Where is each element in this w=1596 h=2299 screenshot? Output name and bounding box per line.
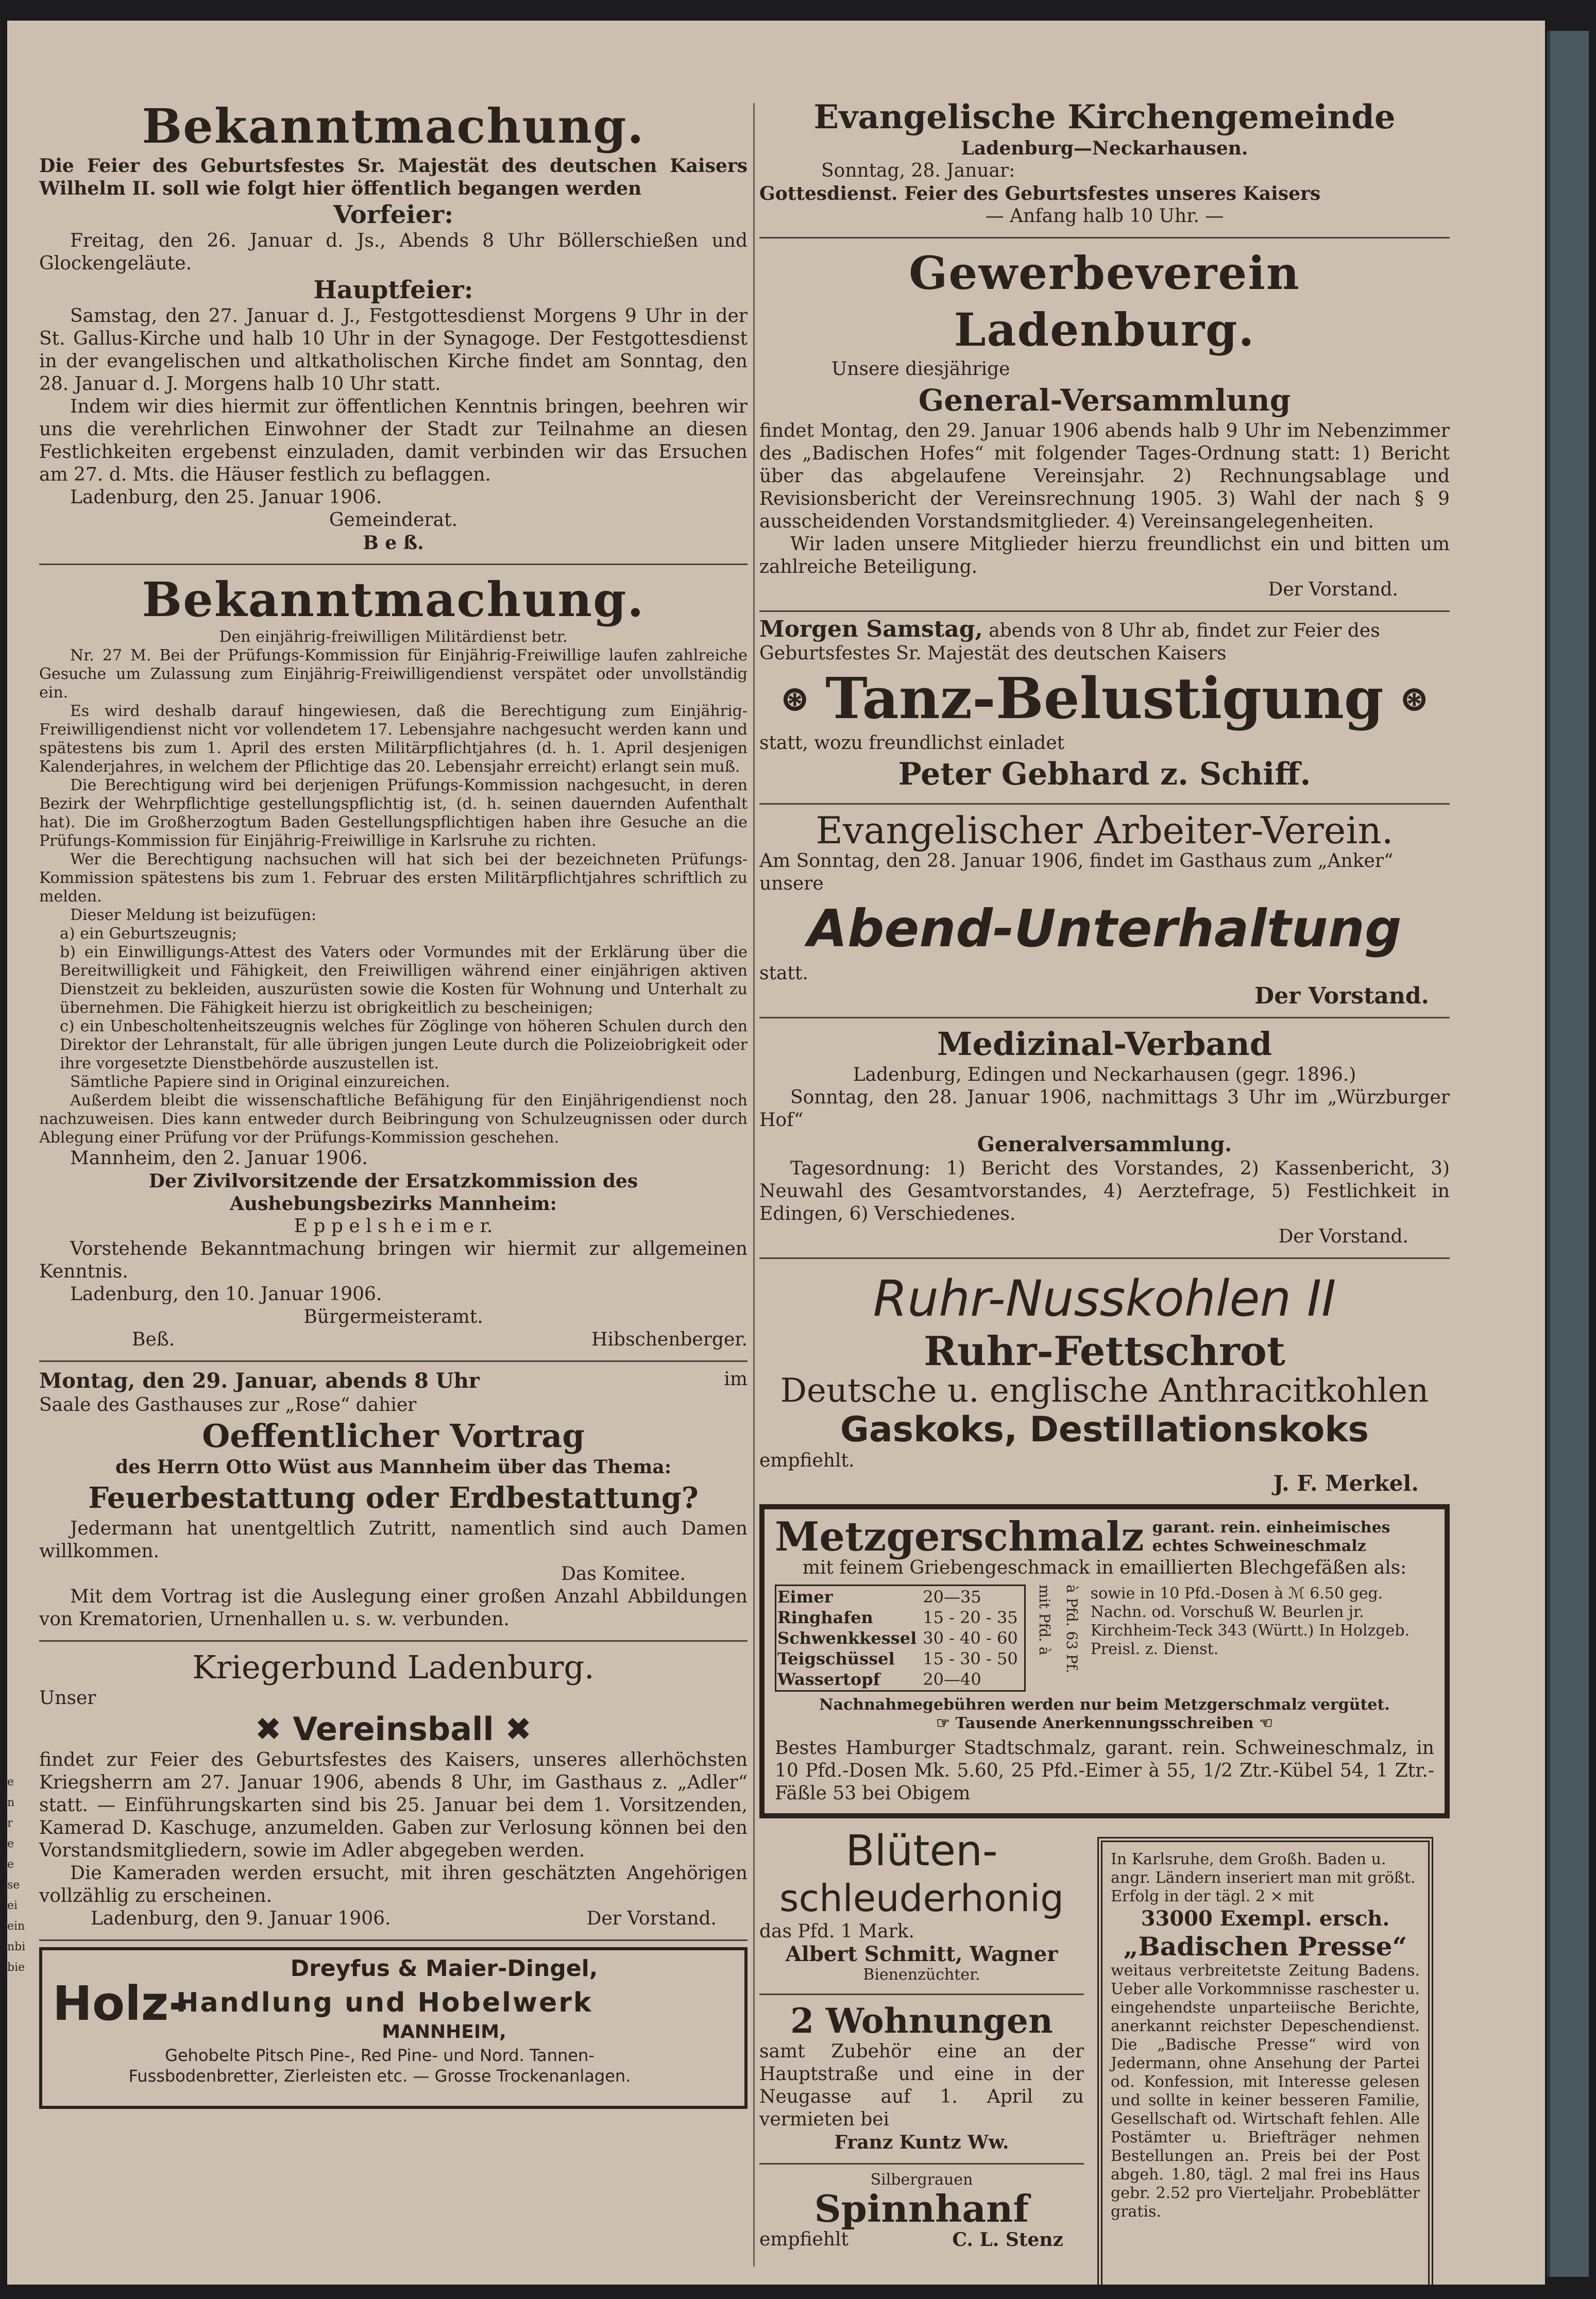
hemp-sign: C. L. Stenz — [952, 2229, 1063, 2251]
metzger-hamburg: Bestes Hamburger Stadtschmalz, garant. rein. Schweineschmalz, in 10 Pfd.-Dosen Mk. 5.60, 25 Pfd.-Eimer à 55, 1/2 Ztr.-Kübel 54, 1 Ztr.-Fäßle 53 bei Obigem — [775, 1738, 1434, 1804]
church-line: Gottesdienst. Feier des Geburtsfestes unseres Kaisers — [759, 183, 1321, 205]
hemp-top: Silbergrauen — [870, 2171, 973, 2189]
signer-left: Beß. — [132, 1329, 175, 1350]
holz-line2: Fussbodenbretter, Zierleisten etc. — Grosse Trockenanlagen. — [128, 2066, 631, 2086]
presse-ad — [1097, 1837, 1433, 2285]
signer-right: Hibschenberger. — [591, 1329, 748, 1350]
military-authority: Der Zivilvorsitzende der Ersatzkommission des — [148, 1170, 638, 1192]
coal-line3: Deutsche u. englische Anthracitkohlen — [780, 1372, 1429, 1410]
coal-line2: Ruhr-Fettschrot — [924, 1328, 1285, 1375]
military-p5: Sämtliche Papiere sind in Original einzureichen. — [70, 1073, 450, 1091]
coal-sign: J. F. Merkel. — [1273, 1471, 1419, 1496]
ball-title: Vereinsball — [293, 1710, 494, 1748]
hauptfeier-text: Samstag, den 27. Januar d. J., Festgottesdienst Morgens 9 Uhr in der St. Gallus-Kirche und halb 10 Uhr in der Synagoge. Der Festgottesdienst in der evangelischen und altkatholischen Kirche findet am Sonntag, den 28. Januar d. J. Morgens halb 10 Uhr statt. — [39, 305, 748, 395]
medizinal-ad — [759, 1025, 1450, 1248]
gewerbeverein-gv: General-Versammlung — [918, 383, 1291, 418]
military-list-item: b) ein Einwilligungs-Attest des Vaters oder Vormundes mit der Erklärung über die Bereitwilligkeit und Fähigkeit, den Freiwilligen während einer einjährigen aktiven Dienstzeit zu bekleiden, auszurüsten sowie die Kosten für Wohnung und Unterhalt zu übernehmen. Die Fähigkeit hierzu ist obrigkeitlich zu bescheinigen; — [60, 943, 748, 1017]
divider — [759, 237, 1450, 239]
dance-ad — [759, 618, 1450, 794]
arbeiterverein-title2: Abend-Unterhaltung — [807, 898, 1402, 959]
honey-ad — [759, 1827, 1084, 1984]
holz-ad — [39, 1947, 748, 2109]
metzgerschmalz-ad — [759, 1504, 1450, 1818]
lecture-speaker: des Herrn Otto Wüst aus Mannheim über das Thema: — [115, 1456, 671, 1478]
holz-trade: Handlung und Hobelwerk — [176, 1987, 593, 2018]
military-list-item: c) ein Unbescholtenheitszeugnis welches für Zöglinge von höheren Schulen durch den Direktor der Lehranstalt, für alle übrigen jungen Leute durch die Polizeiobrigkeit oder ihre vorgesetzte Dienstbehörde auszustellen ist. — [60, 1017, 748, 1072]
military-p4: Wer die Berechtigung nachsuchen will hat sich bei der bezeichneten Prüfungs-Kommission spätestens bis zum 1. Februar des ersten Militärpflichtjahres schriftlich zu melden. — [39, 850, 748, 906]
table-row: Teigschüssel 15 - 30 - 50 — [777, 1649, 1018, 1668]
honey-title2: schleuderhonig — [779, 1877, 1064, 1920]
military-p7: Vorstehende Bekanntmachung bringen wir hiermit zur allgemeinen Kenntnis. — [39, 1238, 748, 1282]
military-office: Bürgermeisteramt. — [303, 1306, 483, 1327]
holz-city: MANNHEIM, — [382, 2021, 506, 2042]
kriegerbund-footer — [39, 1908, 748, 1930]
announcement-kaiser-birthday — [39, 98, 748, 554]
metzger-nach: Nachnahmegebühren werden nur beim Metzgerschmalz vergütet. — [819, 1696, 1390, 1714]
metzger-title: Metzgerschmalz — [775, 1513, 1144, 1560]
kriegerbund-unser: Unser — [39, 1688, 96, 1709]
dance-title: Tanz-Belustigung — [825, 665, 1384, 731]
divider — [39, 1640, 748, 1642]
holz-big: Holz- — [53, 1976, 189, 2031]
military-p2: Es wird deshalb darauf hingewiesen, daß die Berechtigung zum Einjährig-Freiwilligendienst nicht vor vollendetem 17. Lebensjahre nachgesucht werden kann und spätestens bis zum 1. April des ersten Militärpflichtjahres (d. h. 1. April desjenigen Kalenderjahres, in welchem der Pflichtige das 20. Lebensjahr erreicht) erlangt sein muß. — [39, 702, 748, 776]
military-date2: Ladenburg, den 10. Januar 1906. — [70, 1284, 382, 1305]
hemp-title: Spinnhanf — [814, 2187, 1029, 2230]
honey-price: das Pfd. 1 Mark. — [759, 1921, 915, 1942]
military-date: Mannheim, den 2. Januar 1906. — [70, 1148, 368, 1169]
kriegerbund-ad — [39, 1648, 748, 1930]
apartments-body: samt Zubehör eine an der Hauptstraße und eine in der Neugasse auf 1. April zu vermieten bei — [759, 2041, 1084, 2130]
apartments-title: 2 Wohnungen — [790, 2001, 1053, 2041]
military-p1: Nr. 27 M. Bei der Prüfungs-Kommission für Einjährig-Freiwillige laufen zahlreiche Gesuche um Zulassung zum Einjährig-Freiwilligendienst verspätet oder unvollständig ein. — [39, 646, 748, 702]
announcement-date: Ladenburg, den 25. Januar 1906. — [70, 487, 382, 508]
metzger-table — [775, 1585, 1026, 1692]
church-ad — [759, 98, 1450, 228]
honey-name: Albert Schmitt, Wagner — [785, 1942, 1058, 1966]
right-column — [759, 98, 1450, 2285]
divider — [759, 1017, 1450, 1018]
announcement-intro: Die Feier des Geburtsfestes Sr. Majestät des deutschen Kaisers Wilhelm II. soll wie folgt hier öffentlich begangen werden — [39, 155, 748, 199]
church-sub: Ladenburg—Neckarhausen. — [961, 138, 1248, 159]
metzger-mid-label: mit Pfd. à — [1035, 1585, 1053, 1656]
presse-body: weitaus verbreitetste Zeitung Badens. Ueber alle Vorkommnisse raschester u. eingehendste unparteiische Berichte, anerkannt reichster Depeschendienst. Die „Badische Presse“ wird von Jedermann, ohne Ansehung der Partei od. Konfession, mit Interesse gelesen und sollte in keiner besseren Familie, Gesellschaft od. Wirtschaft fehlen. Alle Postämter u. Briefträger nehmen Bestellungen an. Preis bei der Post abgeh. 1.80, tägl. 2 mal frei ins Haus gebr. 2.52 pro Vierteljahr. Probeblätter gratis. — [1111, 1962, 1420, 2221]
divider — [39, 1939, 748, 1941]
table-row: Schwenkkessel 30 - 40 - 60 — [777, 1628, 1018, 1648]
lecture-title: Oeffentlicher Vortrag — [202, 1417, 585, 1455]
presse-circulation: 33000 Exempl. ersch. — [1141, 1906, 1390, 1931]
lecture-body: Jedermann hat unentgeltlich Zutritt, namentlich sind auch Damen willkommen. — [39, 1518, 748, 1562]
apartments-sign: Franz Kuntz Ww. — [834, 2132, 1009, 2153]
dance-body: statt, wozu freundlichst einladet — [759, 733, 1065, 754]
military-signer: E p p e l s h e i m e r. — [294, 1216, 493, 1237]
announcement-body: Indem wir dies hiermit zur öffentlichen Kenntnis bringen, beehren wir uns die verehrlichen Einwohner der Stadt zur Teilnahme an diesen Festlichkeiten ergebenst einzuladen, damit verbinden wir das Ersuchen am 27. d. Mts. die Häuser festlich zu beflaggen. — [39, 396, 748, 485]
newspaper-page — [7, 21, 1545, 2285]
divider — [759, 1257, 1450, 1259]
kriegerbund-body: findet zur Feier des Geburtsfestes des Kaisers, unseres allerhöchsten Kriegsherrn am 27. Januar 1906, abends 8 Uhr, im Gasthaus z. „Adler“ statt. — Einführungskarten sind bis 25. Januar bei dem 1. Vorsitzenden, Kamerad D. Kaschuge, anzumelden. Gaben zur Verlosung können bei den Vorstandsmitgliedern, sowie im Adler abgegeben werden. — [39, 1749, 748, 1861]
metzger-title-note: garant. rein. einheimisches echtes Schweineschmalz — [1152, 1519, 1390, 1555]
medizinal-title: Medizinal-Verband — [937, 1025, 1272, 1063]
dance-date: Morgen Samstag, — [759, 616, 983, 642]
announcement-subtitle: Den einjährig-freiwilligen Militärdienst betr. — [219, 628, 568, 646]
military-authority-district: Aushebungsbezirks Mannheim: — [230, 1193, 557, 1215]
arbeiterverein-line1: Am Sonntag, den 28. Januar 1906, findet im Gasthaus zum „Anker“ unsere — [759, 850, 1394, 894]
kriegerbund-title: Kriegerbund Ladenburg. — [192, 1648, 595, 1686]
honey-title1: Blüten- — [845, 1827, 998, 1876]
announcement-signature: Gemeinderat. — [329, 509, 458, 531]
announcement-title: Bekanntmachung. — [142, 98, 645, 154]
metzger-sub: mit feinem Griebengeschmack in emaillierten Blechgefäßen als: — [802, 1557, 1407, 1578]
announcement-military — [39, 571, 748, 1351]
gewerbeverein-sign: Der Vorstand. — [1268, 579, 1398, 600]
hemp-footer — [759, 2228, 1084, 2251]
lecture-ad — [39, 1368, 748, 1631]
divider — [39, 1360, 748, 1362]
announcement-signer: B e ß. — [363, 532, 424, 554]
gewerbeverein-title: Gewerbeverein Ladenburg. — [909, 246, 1300, 356]
presse-name: „Badischen Presse“ — [1123, 1931, 1407, 1962]
table-row: Eimer 20—35 — [777, 1587, 981, 1607]
coal-line4: Gaskoks, Destillationskoks — [840, 1409, 1369, 1450]
arbeiterverein-sign: Der Vorstand. — [1254, 983, 1429, 1009]
lecture-venue: Saale des Gasthauses zur „Rose“ dahier — [39, 1394, 417, 1416]
gewerbeverein-body: findet Montag, den 29. Januar 1906 abends halb 9 Uhr im Nebenzimmer des „Badischen Hofes“ mit folgender Tages-Ordnung statt: 1) Bericht über das abgelaufene Vereinsjahr. 2) Rechnungsablage und Revisionsbericht der Vereinsrechnung 1905. 3) Wahl der nach § 9 ausscheidenden Vorstandsmitglieder. 4) Vereinsangelegenheiten. — [759, 420, 1450, 532]
dance-intro-text: abends von 8 Uhr ab, findet zur Feier des Geburtsfestes Sr. Majestät des deutschen Kaisers — [759, 620, 1380, 664]
coal-line1: Ruhr-Nusskohlen II — [873, 1270, 1336, 1327]
divider — [759, 610, 1450, 612]
ornament-icon: ⊛ — [779, 677, 810, 720]
divider — [759, 803, 1450, 805]
hauptfeier-title: Hauptfeier: — [313, 276, 473, 304]
coal-empf: empfiehlt. — [759, 1450, 855, 1471]
medizinal-agenda: Tagesordnung: 1) Bericht des Vorstandes, 2) Kassenbericht, 3) Neuwahl des Gesamtvorstandes, 4) Aerztefrage, 5) Festlichkeit in Edingen, 6) Verschiedenes. — [759, 1158, 1450, 1224]
presse-line1: In Karlsruhe, dem Großh. Baden u. angr. Ländern inseriert man mit größt. Erfolg in der tägl. 2 × mit — [1111, 1850, 1416, 1905]
divider — [759, 2163, 1084, 2165]
metzger-tausend: ☞ Tausende Anerkennungsschreiben ☜ — [936, 1714, 1273, 1732]
lecture-date: Montag, den 29. Januar, abends 8 Uhr — [39, 1369, 480, 1393]
lecture-im: im — [724, 1369, 748, 1390]
dance-sign: Peter Gebhard z. Schiff. — [898, 756, 1311, 792]
bottom-right-area — [759, 1827, 1450, 2285]
medizinal-sign: Der Vorstand. — [1278, 1226, 1408, 1247]
arbeiterverein-ad — [759, 811, 1450, 1008]
coal-ad — [759, 1265, 1450, 1495]
kriegerbund-date: Ladenburg, den 9. Januar 1906. — [91, 1908, 391, 1929]
church-time: — Anfang halb 10 Uhr. — — [985, 206, 1224, 227]
hemp-ad — [759, 2171, 1084, 2251]
military-signers — [39, 1329, 748, 1351]
holz-line1: Gehobelte Pitsch Pine-, Red Pine- und Nord. Tannen- — [165, 2046, 595, 2065]
metzger-table-area — [775, 1585, 1434, 1692]
arbeiterverein-title: Evangelischer Arbeiter-Verein. — [816, 809, 1394, 852]
lecture-dateline — [39, 1368, 748, 1394]
vorfeier-title: Vorfeier: — [333, 200, 454, 229]
holz-firm: Dreyfus & Maier-Dingel, — [290, 1955, 598, 1982]
church-date: Sonntag, 28. Januar: — [821, 160, 1015, 181]
gewerbeverein-unsere: Unsere diesjährige — [831, 359, 1010, 380]
dance-intro — [759, 618, 1450, 665]
column-divider — [753, 103, 755, 2267]
military-p6: Außerdem bleibt die wissenschaftliche Befähigung für den Einjährigendienst noch nachzuweisen. Dies kann entweder durch Beibringung von Schulzeugnissen oder durch Ablegung einer Prüfung vor der Prüfungs-Kommission geschehen. — [39, 1092, 748, 1147]
hand-pointer-icon: ☞ — [936, 1714, 956, 1732]
kriegerbund-sign: Der Vorstand. — [586, 1908, 717, 1929]
honey-role: Bienenzüchter. — [863, 1966, 980, 1984]
metzger-right: sowie in 10 Pfd.-Dosen à ℳ 6.50 geg. Nachn. od. Vorschuß W. Beurlen jr. Kirchheim-Teck 343 (Württ.) In Holzgeb. Preisl. z. Dienst. — [1090, 1585, 1410, 1658]
hemp-empf: empfiehlt — [759, 2229, 848, 2250]
kriegerbund-body2: Die Kameraden werden ersucht, mit ihren geschätzten Angehörigen vollzählig zu erscheinen. — [39, 1863, 748, 1906]
book-spine — [1547, 31, 1589, 2277]
military-list-item: a) ein Geburtszeugnis; — [60, 925, 237, 943]
gewerbeverein-invite: Wir laden unsere Mitglieder hierzu freundlichst ein und bitten um zahlreiche Beteiligung. — [759, 534, 1450, 577]
medizinal-sub: Ladenburg, Edingen und Neckarhausen (gegr. 1896.) — [853, 1064, 1356, 1085]
announcement-title: Bekanntmachung. — [142, 572, 645, 627]
church-title: Evangelische Kirchengemeinde — [813, 98, 1396, 137]
metzger-header — [775, 1513, 1434, 1560]
military-list-intro: Dieser Meldung ist beizufügen: — [70, 906, 317, 924]
table-row: Wassertopf 20—40 — [777, 1670, 981, 1689]
military-p3: Die Berechtigung wird bei derjenigen Prüfungs-Kommission nachgesucht, in deren Bezirk der Wehrpflichtige gestellungspflichtig ist, (d. h. seinen dauernden Aufenthalt hat). Die im Großherzogtum Baden Gestellungspflichtigen haben ihre Gesuche an die Prüfungs-Kommission für Einjährig-Freiwillige in Karlsruhe zu richten. — [39, 776, 748, 850]
bottom-right-small-ads — [759, 1827, 1084, 2285]
ornament-icon: ⊛ — [1399, 677, 1430, 720]
left-column — [39, 98, 748, 2117]
medizinal-body: Sonntag, den 28. Januar 1906, nachmittags 3 Uhr im „Würzburger Hof“ — [759, 1087, 1450, 1131]
table-row: Ringhafen 15 - 20 - 35 — [777, 1608, 1018, 1627]
kriegerbund-ball — [39, 1710, 748, 1749]
margin-fragments: e n r e e se ei ein nbi bie — [7, 1776, 26, 1974]
lecture-topic: Feuerbestattung oder Erdbestattung? — [88, 1481, 699, 1515]
decoration-icon: ✖ — [254, 1710, 293, 1748]
lecture-sign: Das Komitee. — [561, 1563, 686, 1585]
dance-title-row — [759, 665, 1450, 732]
decoration-icon: ✖ — [494, 1710, 532, 1748]
arbeiterverein-statt: statt. — [759, 963, 808, 984]
divider — [39, 564, 748, 565]
vorfeier-text: Freitag, den 26. Januar d. Js., Abends 8 Uhr Böllerschießen und Glockengeläute. — [39, 230, 748, 274]
metzger-price-label: à Pfd. 63 Pf. — [1063, 1585, 1080, 1674]
hand-pointer-icon: ☜ — [1253, 1714, 1273, 1732]
divider — [759, 1994, 1084, 1995]
gewerbeverein-ad — [759, 245, 1450, 601]
medizinal-gv: Generalversammlung. — [977, 1132, 1232, 1156]
lecture-note: Mit dem Vortrag ist die Auslegung einer großen Anzahl Abbildungen von Krematorien, Urnenhallen u. s. w. verbunden. — [39, 1586, 748, 1630]
apartments-ad — [759, 2001, 1084, 2154]
